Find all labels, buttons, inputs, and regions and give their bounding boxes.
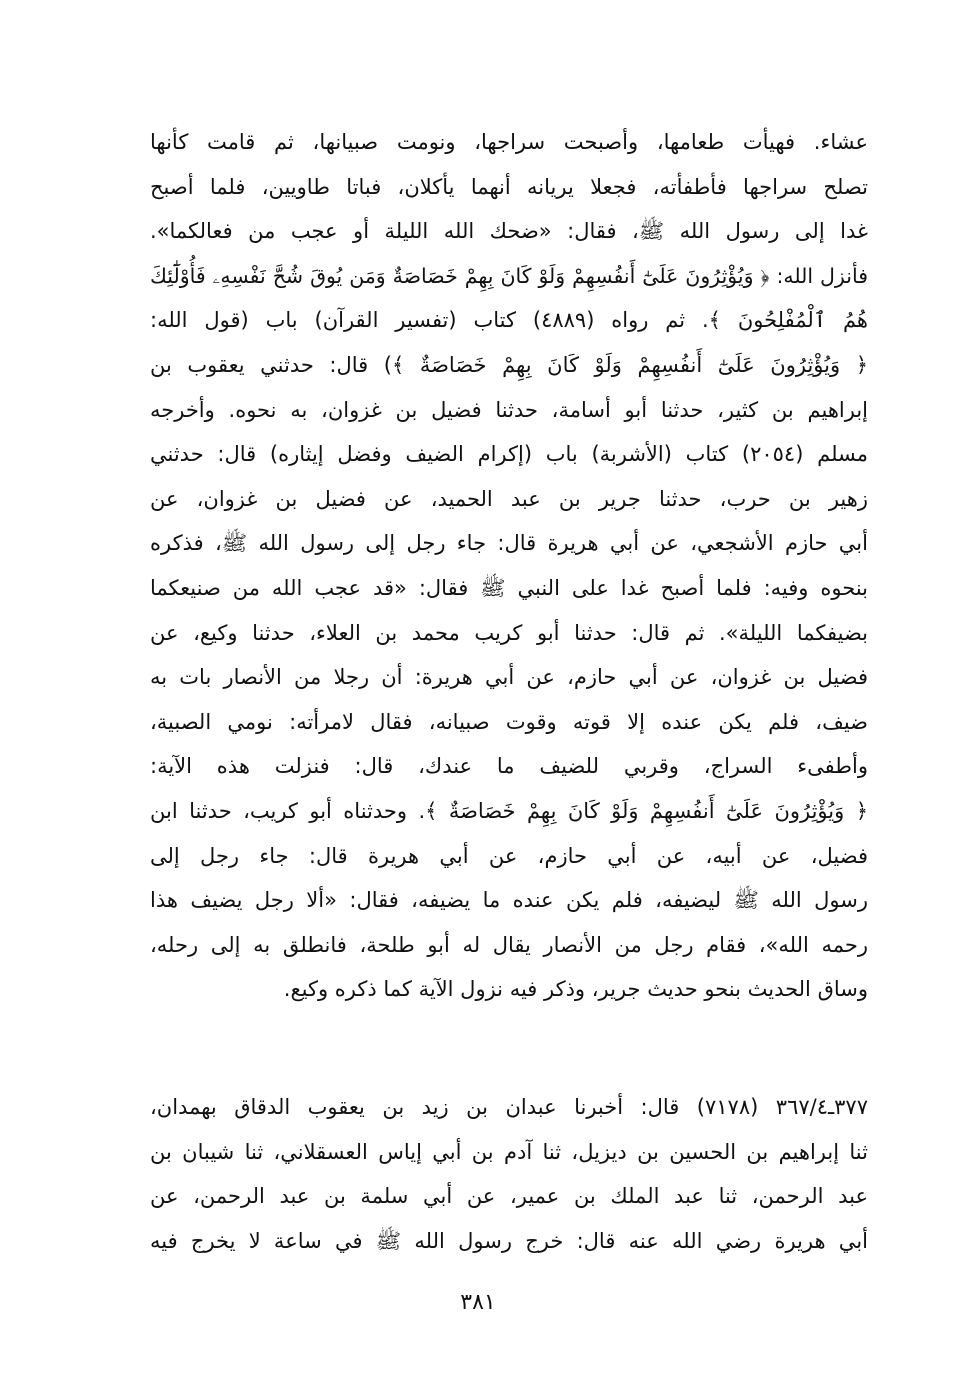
text-line: عبد الرحمن، ثنا عبد الملك بن عمير، عن أبي سلمة بن عبد الرحمن، عن — [150, 1184, 868, 1209]
text-line: إبراهيم بن كثير، حدثنا أبو أسامة، حدثنا فضيل بن غزوان، به نحوه. وأخرجه — [150, 397, 868, 422]
text-line: بضيفكما الليلة». ثم قال: حدثنا أبو كريب محمد بن العلاء، حدثنا وكيع، عن — [150, 620, 868, 645]
text-line: ﴿ وَيُؤْثِرُونَ عَلَىٰٓ أَنفُسِهِمْ وَلَوْ كَانَ بِهِمْ خَصَاصَةٌ ﴾. وحدثناه أبو كريب، حدثنا ابن — [150, 798, 868, 823]
text-line: فضيل بن غزوان، عن أبي حازم، عن أبي هريرة: أن رجلا من الأنصار بات به — [150, 665, 868, 690]
text-line: ضيف، فلم يكن عنده إلا قوته وقوت صبيانه، فقال لامرأته: نومي الصبية، — [150, 709, 868, 734]
text-line: تصلح سراجها فأطفأته، فجعلا يريانه أنهما يأكلان، فباتا طاويين، فلما أصبح — [150, 174, 868, 199]
text-line: مسلم (٢٠٥٤) كتاب (الأشربة) باب (إكرام الضيف وفضل إيثاره) قال: حدثني — [150, 442, 868, 467]
text-line: غدا إلى رسول الله ﷺ، فقال: «ضحك الله الليلة أو عجب من فعالكما». — [150, 219, 868, 244]
text-line: ﴿ وَيُؤْثِرُونَ عَلَىٰٓ أَنفُسِهِمْ وَلَوْ كَانَ بِهِمْ خَصَاصَةٌ ﴾) قال: حدثني يعقوب بن — [150, 352, 868, 377]
text-line: وساق الحديث بنحو حديث جرير، وذكر فيه نزول الآية كما ذكره وكيع. — [283, 977, 868, 1002]
main-commentary-paragraph — [150, 120, 868, 1012]
text-line: فأنزل الله: ﴿ وَيُؤْثِرُونَ عَلَىٰٓ أَنفُسِهِمْ وَلَوْ كَانَ بِهِمْ خَصَاصَةٌ وَمَن يُوقَ شُحَّ نَفْسِهِۦ فَأُوْلَٰٓئِكَ — [150, 263, 868, 288]
text-line: بنحوه وفيه: فلما أصبح غدا على النبي ﷺ فقال: «قد عجب الله من صنيعكما — [150, 575, 868, 600]
text-line: رسول الله ﷺ ليضيفه، فلم يكن عنده ما يضيفه، فقال: «ألا رجل يضيف هذا — [150, 888, 868, 913]
text-line: ٣٧٧ـ٣٦٧/٤ (٧١٧٨) قال: أخبرنا عبدان بن زيد بن يعقوب الدقاق بهمدان، — [150, 1095, 868, 1119]
page-number: ٣٨١ — [460, 1290, 496, 1315]
text-line: فضيل، عن أبيه، عن أبي حازم، عن أبي هريرة قال: جاء رجل إلى — [150, 843, 868, 868]
text-line: أبي هريرة رضي الله عنه قال: خرج رسول الله ﷺ في ساعة لا يخرج فيه — [150, 1228, 868, 1253]
text-line: أبي حازم الأشجعي، عن أبي هريرة قال: جاء رجل إلى رسول الله ﷺ، فذكره — [150, 531, 868, 556]
text-line: عشاء. فهيأت طعامها، وأصبحت سراجها، ونومت صبيانها، ثم قامت كأنها — [150, 130, 868, 154]
text-line: ثنا إبراهيم بن الحسين بن ديزيل، ثنا آدم بن أبي إياس العسقلاني، ثنا شيبان بن — [150, 1139, 868, 1164]
hadith-377-paragraph — [150, 1085, 868, 1263]
text-line: زهير بن حرب، حدثنا جرير بن عبد الحميد، عن فضيل بن غزوان، عن — [150, 486, 868, 511]
text-line: رحمه الله»، فقام رجل من الأنصار يقال له أبو طلحة، فانطلق به إلى رحله، — [150, 932, 868, 957]
text-line: هُمُ ٱلْمُفْلِحُونَ ﴾. ثم رواه (٤٨٨٩) كتاب (تفسير القرآن) باب (قول الله: — [150, 308, 868, 333]
text-line: وأطفىء السراج، وقربي للضيف ما عندك، قال: فنزلت هذه الآية: — [150, 754, 868, 779]
